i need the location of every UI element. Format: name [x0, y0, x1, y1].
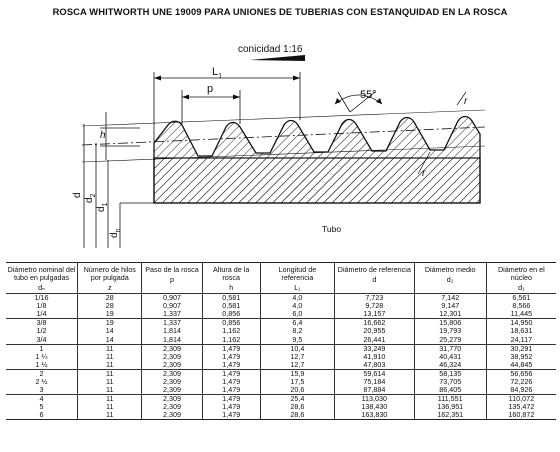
table-cell: 1,814 — [142, 327, 202, 335]
table-cell: 2,309 — [142, 378, 202, 386]
table-cell: 9,5 — [260, 336, 334, 345]
table-cell: 41,910 — [334, 353, 414, 361]
table-header-row — [6, 263, 556, 294]
table-cell: 33,249 — [334, 344, 414, 353]
table-cell: 31,770 — [414, 344, 486, 353]
table-row — [6, 336, 556, 345]
column-header-symbol: L₁ — [294, 283, 301, 293]
table-body — [6, 294, 556, 420]
table-cell: 12,7 — [260, 353, 334, 361]
table-cell: 40,431 — [414, 353, 486, 361]
table-row — [6, 294, 556, 303]
table-row — [6, 394, 556, 403]
table-cell: 72,226 — [510, 376, 533, 386]
table-cell: 11 — [78, 403, 142, 411]
table-cell: 59,614 — [334, 369, 414, 378]
table-cell: 5 — [6, 403, 78, 411]
table-cell: 17,5 — [260, 378, 334, 386]
table-cell: 1,814 — [142, 336, 202, 345]
table-cell: 2,309 — [142, 369, 202, 378]
table-cell: 1/4 — [6, 310, 78, 319]
table-cell: 19 — [78, 319, 142, 328]
column-header — [78, 263, 142, 294]
table-cell: 3/8 — [6, 319, 78, 328]
thread-table — [6, 262, 556, 420]
column-header — [142, 263, 202, 294]
table-cell: 1/2 — [6, 327, 78, 335]
table-cell: 24,117 — [510, 334, 533, 344]
table-row — [6, 310, 556, 319]
d-label: d — [72, 192, 83, 198]
table-row — [6, 378, 556, 386]
table-cell: 2,309 — [142, 353, 202, 361]
table-cell: 1,162 — [202, 336, 260, 345]
table-cell: 20,6 — [260, 386, 334, 395]
table-cell: 1/8 — [6, 302, 78, 310]
table-cell: 110,072 — [486, 394, 556, 403]
table-cell: 1,479 — [202, 369, 260, 378]
column-header-label: Paso de la rosca — [145, 265, 199, 274]
column-header-symbol: p — [169, 275, 174, 285]
table-cell: 1,479 — [202, 411, 260, 420]
table-cell: 1,337 — [142, 319, 202, 328]
column-header — [6, 263, 78, 294]
table-cell: 15,9 — [260, 369, 334, 378]
table-cell: 160,872 — [486, 411, 556, 420]
table-cell: 4,0 — [260, 294, 334, 303]
column-header — [486, 263, 556, 294]
thread-diagram — [0, 20, 560, 260]
L1-label: $L_1$ — [212, 66, 223, 80]
table-cell: 111,551 — [414, 394, 486, 403]
table-row — [6, 344, 556, 353]
h-label: h — [100, 130, 106, 141]
table-cell: 2,309 — [142, 386, 202, 395]
table-cell: 28 — [78, 294, 142, 303]
table-cell: 11 — [78, 344, 142, 353]
column-header — [260, 263, 334, 294]
table-cell: 1 ½ — [6, 361, 78, 370]
angle-label: 55° — [360, 89, 377, 101]
table-cell: 1,479 — [202, 394, 260, 403]
table-cell: 162,351 — [414, 411, 486, 420]
table-cell: 28,6 — [260, 403, 334, 411]
table-cell: 20,955 — [334, 327, 414, 335]
table-cell: 2,309 — [142, 344, 202, 353]
table-cell: 8,566 — [512, 301, 531, 311]
table-cell: 8,2 — [260, 327, 334, 335]
table-cell: 6,0 — [260, 310, 334, 319]
table-cell: 138,430 — [334, 403, 414, 411]
page-title: ROSCA WHITWORTH UNE 19009 PARA UNIONES DE TUBERIAS CON ESTANQUIDAD EN LA ROSCA — [52, 6, 508, 17]
table-cell: 7,142 — [414, 294, 486, 303]
column-header-label: Altura de la rosca — [213, 265, 250, 283]
column-header-symbol: d — [372, 275, 377, 285]
table-cell: 13,157 — [334, 310, 414, 319]
table-row — [6, 369, 556, 378]
table-row — [6, 361, 556, 370]
column-header-label: Número de hilos por pulgada — [83, 265, 136, 283]
table-row — [6, 319, 556, 328]
table-row — [6, 353, 556, 361]
table-cell: 30,291 — [486, 344, 556, 353]
table-cell: 0,856 — [202, 310, 260, 319]
table-cell: 12,7 — [260, 361, 334, 370]
table-cell: 56,656 — [486, 369, 556, 378]
column-header-symbol: d₂ — [446, 275, 454, 285]
column-header-symbol: h — [229, 283, 234, 293]
table-cell: 16,662 — [334, 319, 414, 328]
table-cell: 25,4 — [260, 394, 334, 403]
r-label-bottom: r — [422, 168, 426, 179]
column-header-label: Diámetro de referencia — [337, 265, 411, 274]
table-cell: 1 — [6, 344, 78, 353]
table-cell: 1,479 — [202, 378, 260, 386]
table-cell: 4,0 — [260, 302, 334, 310]
table-cell: 1/16 — [6, 294, 78, 303]
table-cell: 1,479 — [202, 353, 260, 361]
table-row — [6, 386, 556, 395]
table-cell: 19,793 — [414, 327, 486, 335]
d1-label: $d_1$ — [96, 202, 109, 212]
column-header-symbol: z — [107, 283, 112, 293]
table-cell: 7,723 — [334, 294, 414, 303]
taper-wedge — [250, 55, 305, 61]
table-cell: 1,479 — [202, 344, 260, 353]
table-cell: 9,728 — [334, 302, 414, 310]
tube-body — [154, 158, 480, 203]
table-cell: 12,301 — [414, 310, 486, 319]
table-cell: 86,405 — [414, 386, 486, 395]
table-cell: 1,479 — [202, 403, 260, 411]
table-cell: 14 — [78, 336, 142, 345]
table-cell: 15,806 — [414, 319, 486, 328]
table-cell: 1,162 — [202, 327, 260, 335]
table-cell: 11,445 — [510, 309, 533, 319]
table-cell: 1 ¼ — [6, 353, 78, 361]
column-header-symbol: dₙ — [38, 283, 45, 293]
table-cell: 136,951 — [414, 403, 486, 411]
table-cell: 73,705 — [414, 378, 486, 386]
table-cell: 14,950 — [486, 319, 556, 328]
d2-label: $d_2$ — [84, 193, 97, 203]
table-cell: 11 — [78, 386, 142, 395]
column-header — [334, 263, 414, 294]
table-cell: 11 — [78, 411, 142, 420]
table-cell: 2 — [6, 369, 78, 378]
table-cell: 38,952 — [510, 351, 533, 361]
table-cell: 6,4 — [260, 319, 334, 328]
column-header-symbol: d₁ — [518, 283, 525, 293]
table-row — [6, 327, 556, 335]
table-cell: 26,441 — [334, 336, 414, 345]
table-cell: 25,279 — [414, 336, 486, 345]
table-cell: 4 — [6, 394, 78, 403]
table-cell: 0,907 — [142, 302, 202, 310]
p-label: p — [207, 83, 214, 95]
table-cell: 84,926 — [510, 384, 533, 394]
column-header — [202, 263, 260, 294]
table-cell: 1,479 — [202, 386, 260, 395]
table-cell: 44,845 — [510, 359, 533, 369]
table-cell: 113,030 — [334, 394, 414, 403]
column-header-label: Diámetro en el núcleo — [497, 265, 545, 283]
table-cell: 0,907 — [142, 294, 202, 303]
table-cell: 18,631 — [510, 326, 533, 336]
table-cell: 75,184 — [334, 378, 414, 386]
table-row — [6, 403, 556, 411]
table-cell: 2,309 — [142, 394, 202, 403]
table-cell: 10,4 — [260, 344, 334, 353]
table-cell: 46,324 — [414, 361, 486, 370]
table-cell: 11 — [78, 353, 142, 361]
table-cell: 11 — [78, 369, 142, 378]
table-cell: 0,856 — [202, 319, 260, 328]
table-cell: 3 — [6, 386, 78, 395]
column-header-label: Diámetro medio — [424, 265, 476, 274]
table-cell: 2,309 — [142, 403, 202, 411]
table-cell: 9,147 — [414, 302, 486, 310]
table-cell: 47,803 — [334, 361, 414, 370]
table-cell: 19 — [78, 310, 142, 319]
table-cell: 1,337 — [142, 310, 202, 319]
table-cell: 11 — [78, 378, 142, 386]
table-cell: 1,479 — [202, 361, 260, 370]
tubo-label: Tubo — [322, 224, 342, 234]
table-row — [6, 411, 556, 420]
table-cell: 11 — [78, 394, 142, 403]
table-cell: 28 — [78, 302, 142, 310]
table-cell: 58,135 — [414, 369, 486, 378]
r-label: r — [464, 96, 468, 107]
table-cell: 87,884 — [334, 386, 414, 395]
table-cell: 2,309 — [142, 411, 202, 420]
conicidad-label: conicidad 1:16 — [238, 44, 303, 55]
table-cell: 0,581 — [202, 294, 260, 303]
table-row — [6, 302, 556, 310]
table-cell: 2 ½ — [6, 378, 78, 386]
table-cell: 2,309 — [142, 361, 202, 370]
table-cell: 28,6 — [260, 411, 334, 420]
dn-label: $d_n$ — [109, 228, 122, 238]
table-cell: 6 — [6, 411, 78, 420]
table-cell: 3/4 — [6, 336, 78, 345]
column-header-label: Diámetro nominal del tubo en pulgadas — [7, 265, 76, 283]
table-cell: 135,472 — [508, 402, 535, 411]
table-cell: 6,561 — [512, 293, 531, 303]
table-cell: 14 — [78, 327, 142, 335]
table-cell: 0,581 — [202, 302, 260, 310]
table-cell: 163,830 — [334, 411, 414, 420]
column-header — [414, 263, 486, 294]
table-cell: 11 — [78, 361, 142, 370]
column-header-label: Longitud de referencia — [278, 265, 317, 283]
